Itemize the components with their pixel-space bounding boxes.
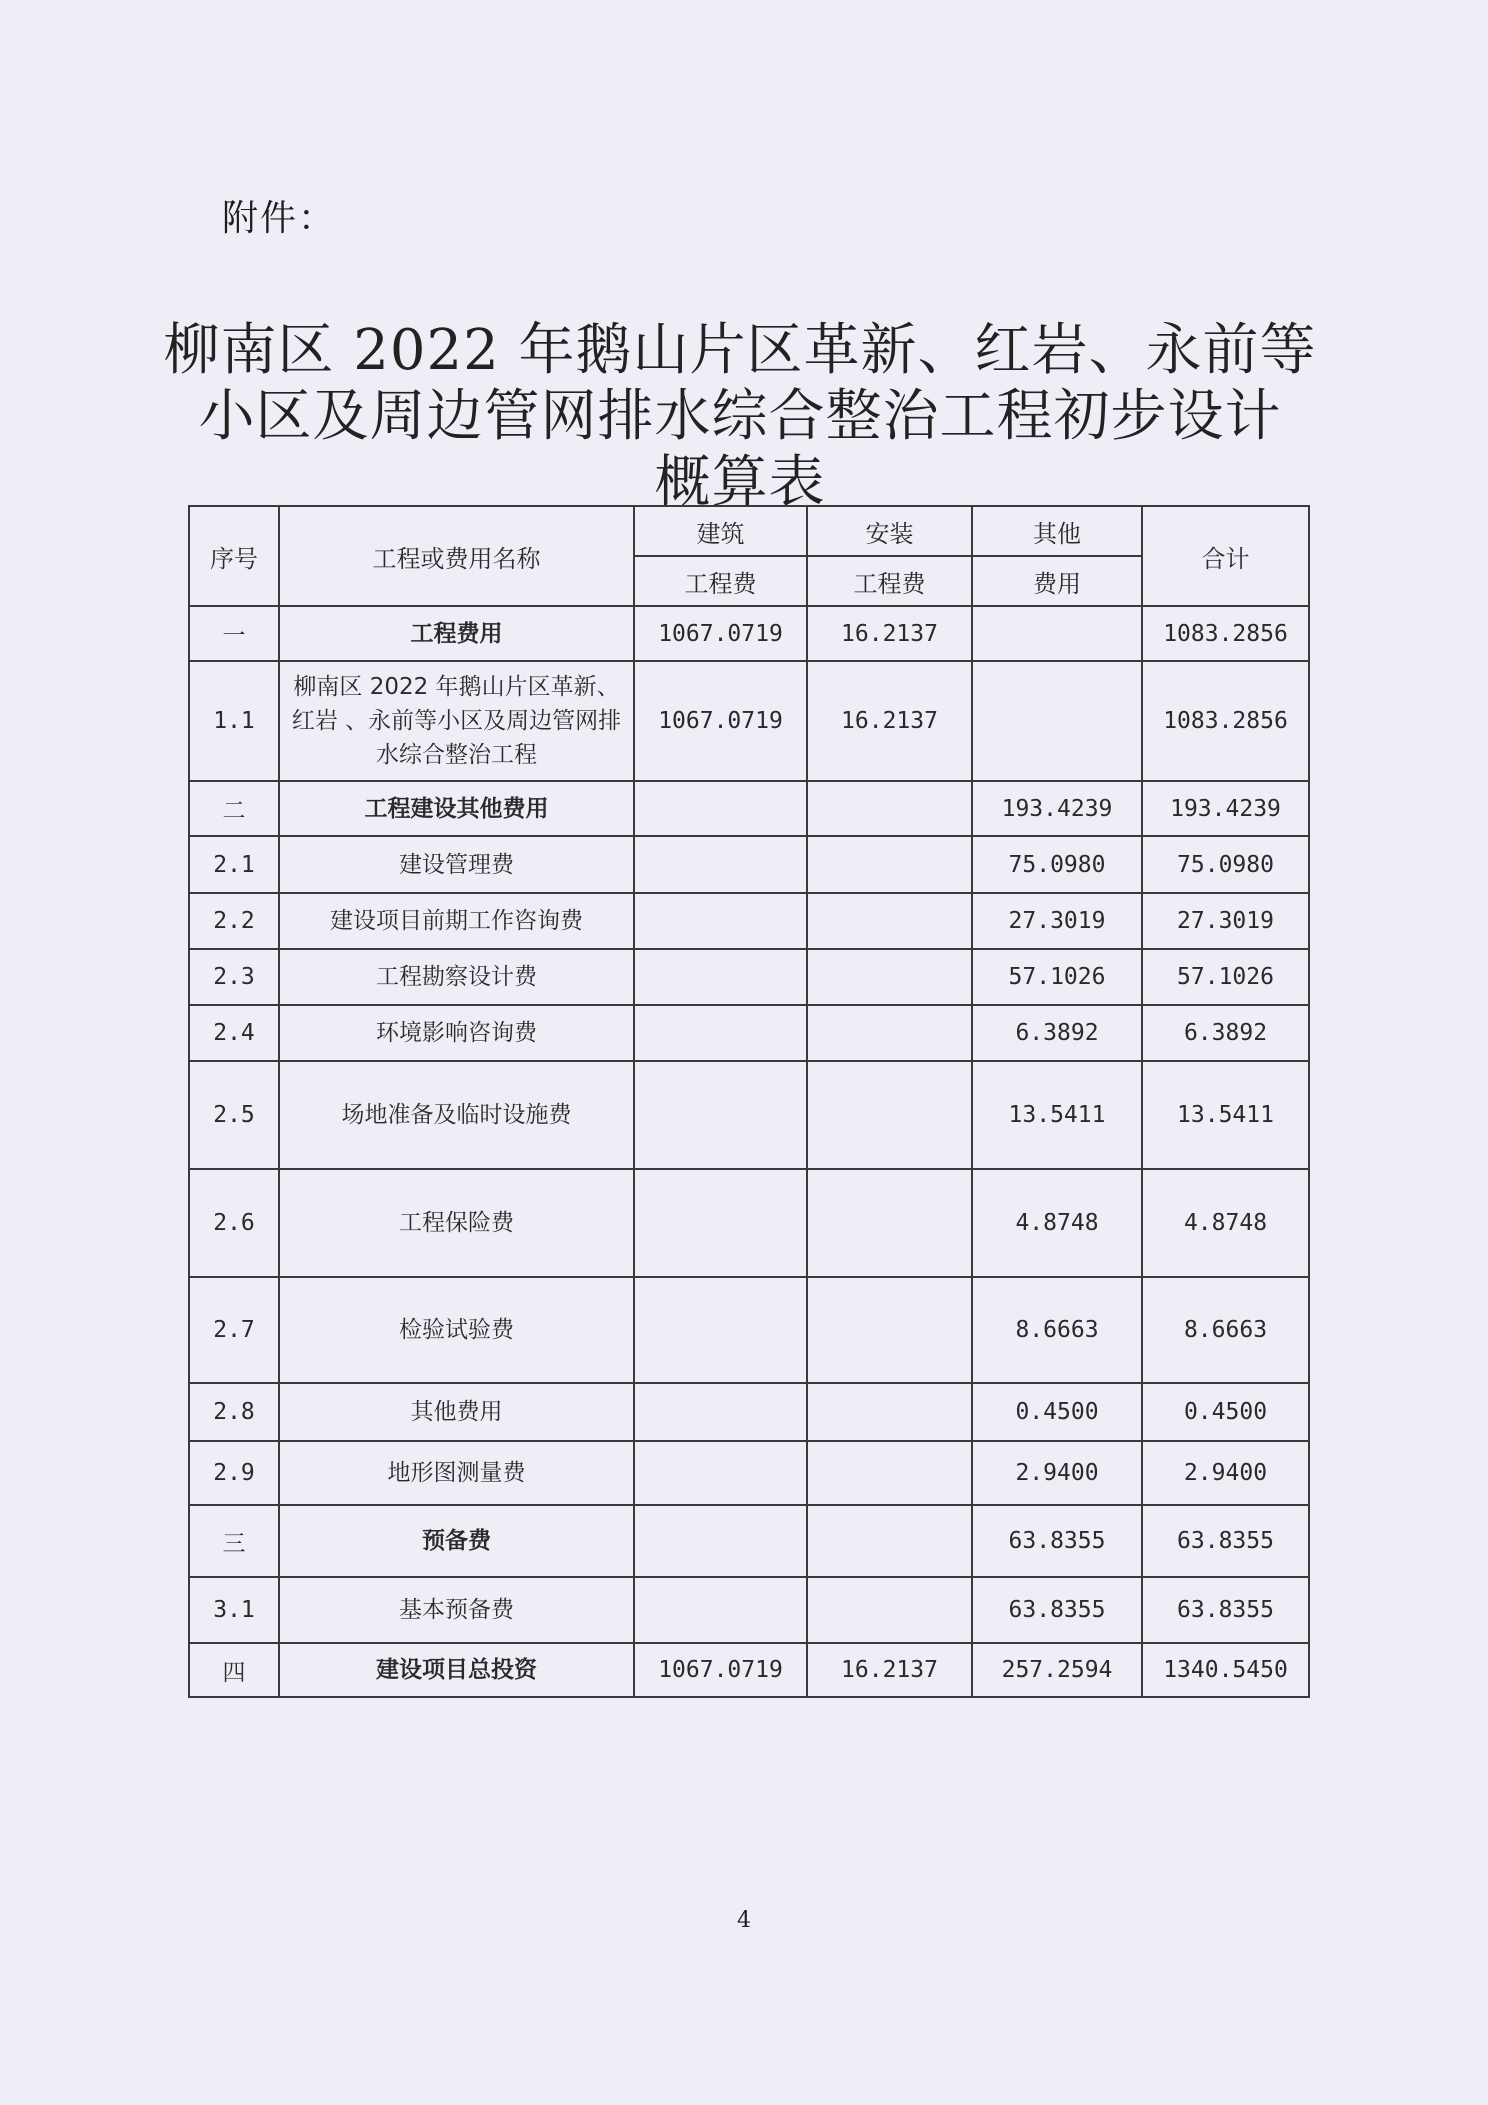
cell-name: 建设项目前期工作咨询费 — [279, 893, 634, 949]
cell-install — [807, 1441, 972, 1505]
cell-construction — [634, 1277, 807, 1383]
table-row — [189, 893, 1309, 949]
cell-construction: 1067.0719 — [634, 1643, 807, 1697]
budget-table — [188, 505, 1310, 1698]
cell-seq: 2.2 — [189, 893, 279, 949]
cell-name: 工程保险费 — [279, 1169, 634, 1277]
table-row — [189, 661, 1309, 781]
cell-seq: 2.1 — [189, 836, 279, 893]
table-row — [189, 1505, 1309, 1577]
cell-total: 6.3892 — [1142, 1005, 1309, 1061]
cell-total: 27.3019 — [1142, 893, 1309, 949]
cell-other: 0.4500 — [972, 1383, 1142, 1441]
cell-other: 4.8748 — [972, 1169, 1142, 1277]
cell-name: 检验试验费 — [279, 1277, 634, 1383]
cell-other: 75.0980 — [972, 836, 1142, 893]
cell-name: 地形图测量费 — [279, 1441, 634, 1505]
cell-construction — [634, 1441, 807, 1505]
cell-total: 63.8355 — [1142, 1505, 1309, 1577]
cell-name: 工程建设其他费用 — [279, 781, 634, 836]
cell-install — [807, 781, 972, 836]
cell-total: 0.4500 — [1142, 1383, 1309, 1441]
table-header — [189, 506, 1309, 606]
cell-other: 63.8355 — [972, 1505, 1142, 1577]
cell-install — [807, 1577, 972, 1643]
cell-construction — [634, 949, 807, 1005]
cell-other: 13.5411 — [972, 1061, 1142, 1169]
cell-total: 75.0980 — [1142, 836, 1309, 893]
table-body — [189, 606, 1309, 1697]
page-number: 4 — [737, 1908, 751, 1933]
table-row — [189, 1061, 1309, 1169]
header-install-bottom: 工程费 — [807, 556, 972, 606]
table-row — [189, 1169, 1309, 1277]
cell-name: 建设管理费 — [279, 836, 634, 893]
cell-construction — [634, 1505, 807, 1577]
header-other-bottom: 费用 — [972, 556, 1142, 606]
cell-total: 1083.2856 — [1142, 606, 1309, 661]
cell-install — [807, 1005, 972, 1061]
cell-install — [807, 1061, 972, 1169]
cell-other — [972, 606, 1142, 661]
cell-construction: 1067.0719 — [634, 606, 807, 661]
cell-construction — [634, 1577, 807, 1643]
cell-install — [807, 1505, 972, 1577]
cell-total: 2.9400 — [1142, 1441, 1309, 1505]
cell-seq: 二 — [189, 781, 279, 836]
cell-seq: 1.1 — [189, 661, 279, 781]
cell-install: 16.2137 — [807, 1643, 972, 1697]
header-other-top: 其他 — [972, 506, 1142, 556]
table-row — [189, 1383, 1309, 1441]
cell-other — [972, 661, 1142, 781]
cell-other: 8.6663 — [972, 1277, 1142, 1383]
table-row — [189, 781, 1309, 836]
cell-construction — [634, 836, 807, 893]
cell-other: 193.4239 — [972, 781, 1142, 836]
cell-install: 16.2137 — [807, 661, 972, 781]
title-line-3: 概算表 — [654, 450, 826, 515]
cell-name: 柳南区 2022 年鹅山片区革新、红岩 、永前等小区及周边管网排水综合整治工程 — [279, 661, 634, 781]
cell-seq: 一 — [189, 606, 279, 661]
cell-seq: 2.8 — [189, 1383, 279, 1441]
cell-seq: 2.5 — [189, 1061, 279, 1169]
table-row — [189, 1643, 1309, 1697]
cell-total: 1083.2856 — [1142, 661, 1309, 781]
cell-other: 57.1026 — [972, 949, 1142, 1005]
cell-install — [807, 893, 972, 949]
header-seq: 序号 — [189, 506, 279, 606]
cell-seq: 3.1 — [189, 1577, 279, 1643]
cell-construction: 1067.0719 — [634, 661, 807, 781]
title-line-2: 小区及周边管网排水综合整治工程初步设计 — [198, 384, 1282, 449]
cell-name: 环境影响咨询费 — [279, 1005, 634, 1061]
cell-construction — [634, 1169, 807, 1277]
cell-install — [807, 1277, 972, 1383]
cell-other: 63.8355 — [972, 1577, 1142, 1643]
cell-other: 2.9400 — [972, 1441, 1142, 1505]
cell-total: 8.6663 — [1142, 1277, 1309, 1383]
cell-total: 193.4239 — [1142, 781, 1309, 836]
table-row — [189, 1005, 1309, 1061]
cell-other: 257.2594 — [972, 1643, 1142, 1697]
cell-seq: 2.3 — [189, 949, 279, 1005]
header-total: 合计 — [1142, 506, 1309, 606]
cell-name: 建设项目总投资 — [279, 1643, 634, 1697]
cell-name: 工程费用 — [279, 606, 634, 661]
attachment-label: 附件： — [222, 198, 337, 239]
header-construction-bottom: 工程费 — [634, 556, 807, 606]
cell-seq: 2.9 — [189, 1441, 279, 1505]
document-title — [160, 318, 1320, 516]
cell-construction — [634, 1383, 807, 1441]
cell-seq: 2.6 — [189, 1169, 279, 1277]
cell-total: 13.5411 — [1142, 1061, 1309, 1169]
cell-seq: 2.4 — [189, 1005, 279, 1061]
cell-seq: 2.7 — [189, 1277, 279, 1383]
cell-name: 场地准备及临时设施费 — [279, 1061, 634, 1169]
title-line-1: 柳南区 2022 年鹅山片区革新、红岩、永前等 — [163, 318, 1317, 383]
cell-construction — [634, 781, 807, 836]
table-row — [189, 606, 1309, 661]
cell-total: 57.1026 — [1142, 949, 1309, 1005]
cell-seq: 四 — [189, 1643, 279, 1697]
table-row — [189, 1577, 1309, 1643]
cell-construction — [634, 1005, 807, 1061]
cell-name: 工程勘察设计费 — [279, 949, 634, 1005]
cell-total: 1340.5450 — [1142, 1643, 1309, 1697]
header-construction-top: 建筑 — [634, 506, 807, 556]
header-name: 工程或费用名称 — [279, 506, 634, 606]
cell-install — [807, 1169, 972, 1277]
cell-other: 6.3892 — [972, 1005, 1142, 1061]
cell-total: 63.8355 — [1142, 1577, 1309, 1643]
cell-name: 预备费 — [279, 1505, 634, 1577]
cell-total: 4.8748 — [1142, 1169, 1309, 1277]
cell-name: 基本预备费 — [279, 1577, 634, 1643]
table-row — [189, 836, 1309, 893]
cell-other: 27.3019 — [972, 893, 1142, 949]
cell-seq: 三 — [189, 1505, 279, 1577]
cell-install — [807, 836, 972, 893]
table-row — [189, 949, 1309, 1005]
cell-install — [807, 949, 972, 1005]
cell-install — [807, 1383, 972, 1441]
table-row — [189, 1277, 1309, 1383]
cell-construction — [634, 1061, 807, 1169]
header-install-top: 安装 — [807, 506, 972, 556]
cell-install: 16.2137 — [807, 606, 972, 661]
table-row — [189, 1441, 1309, 1505]
cell-construction — [634, 893, 807, 949]
cell-name: 其他费用 — [279, 1383, 634, 1441]
